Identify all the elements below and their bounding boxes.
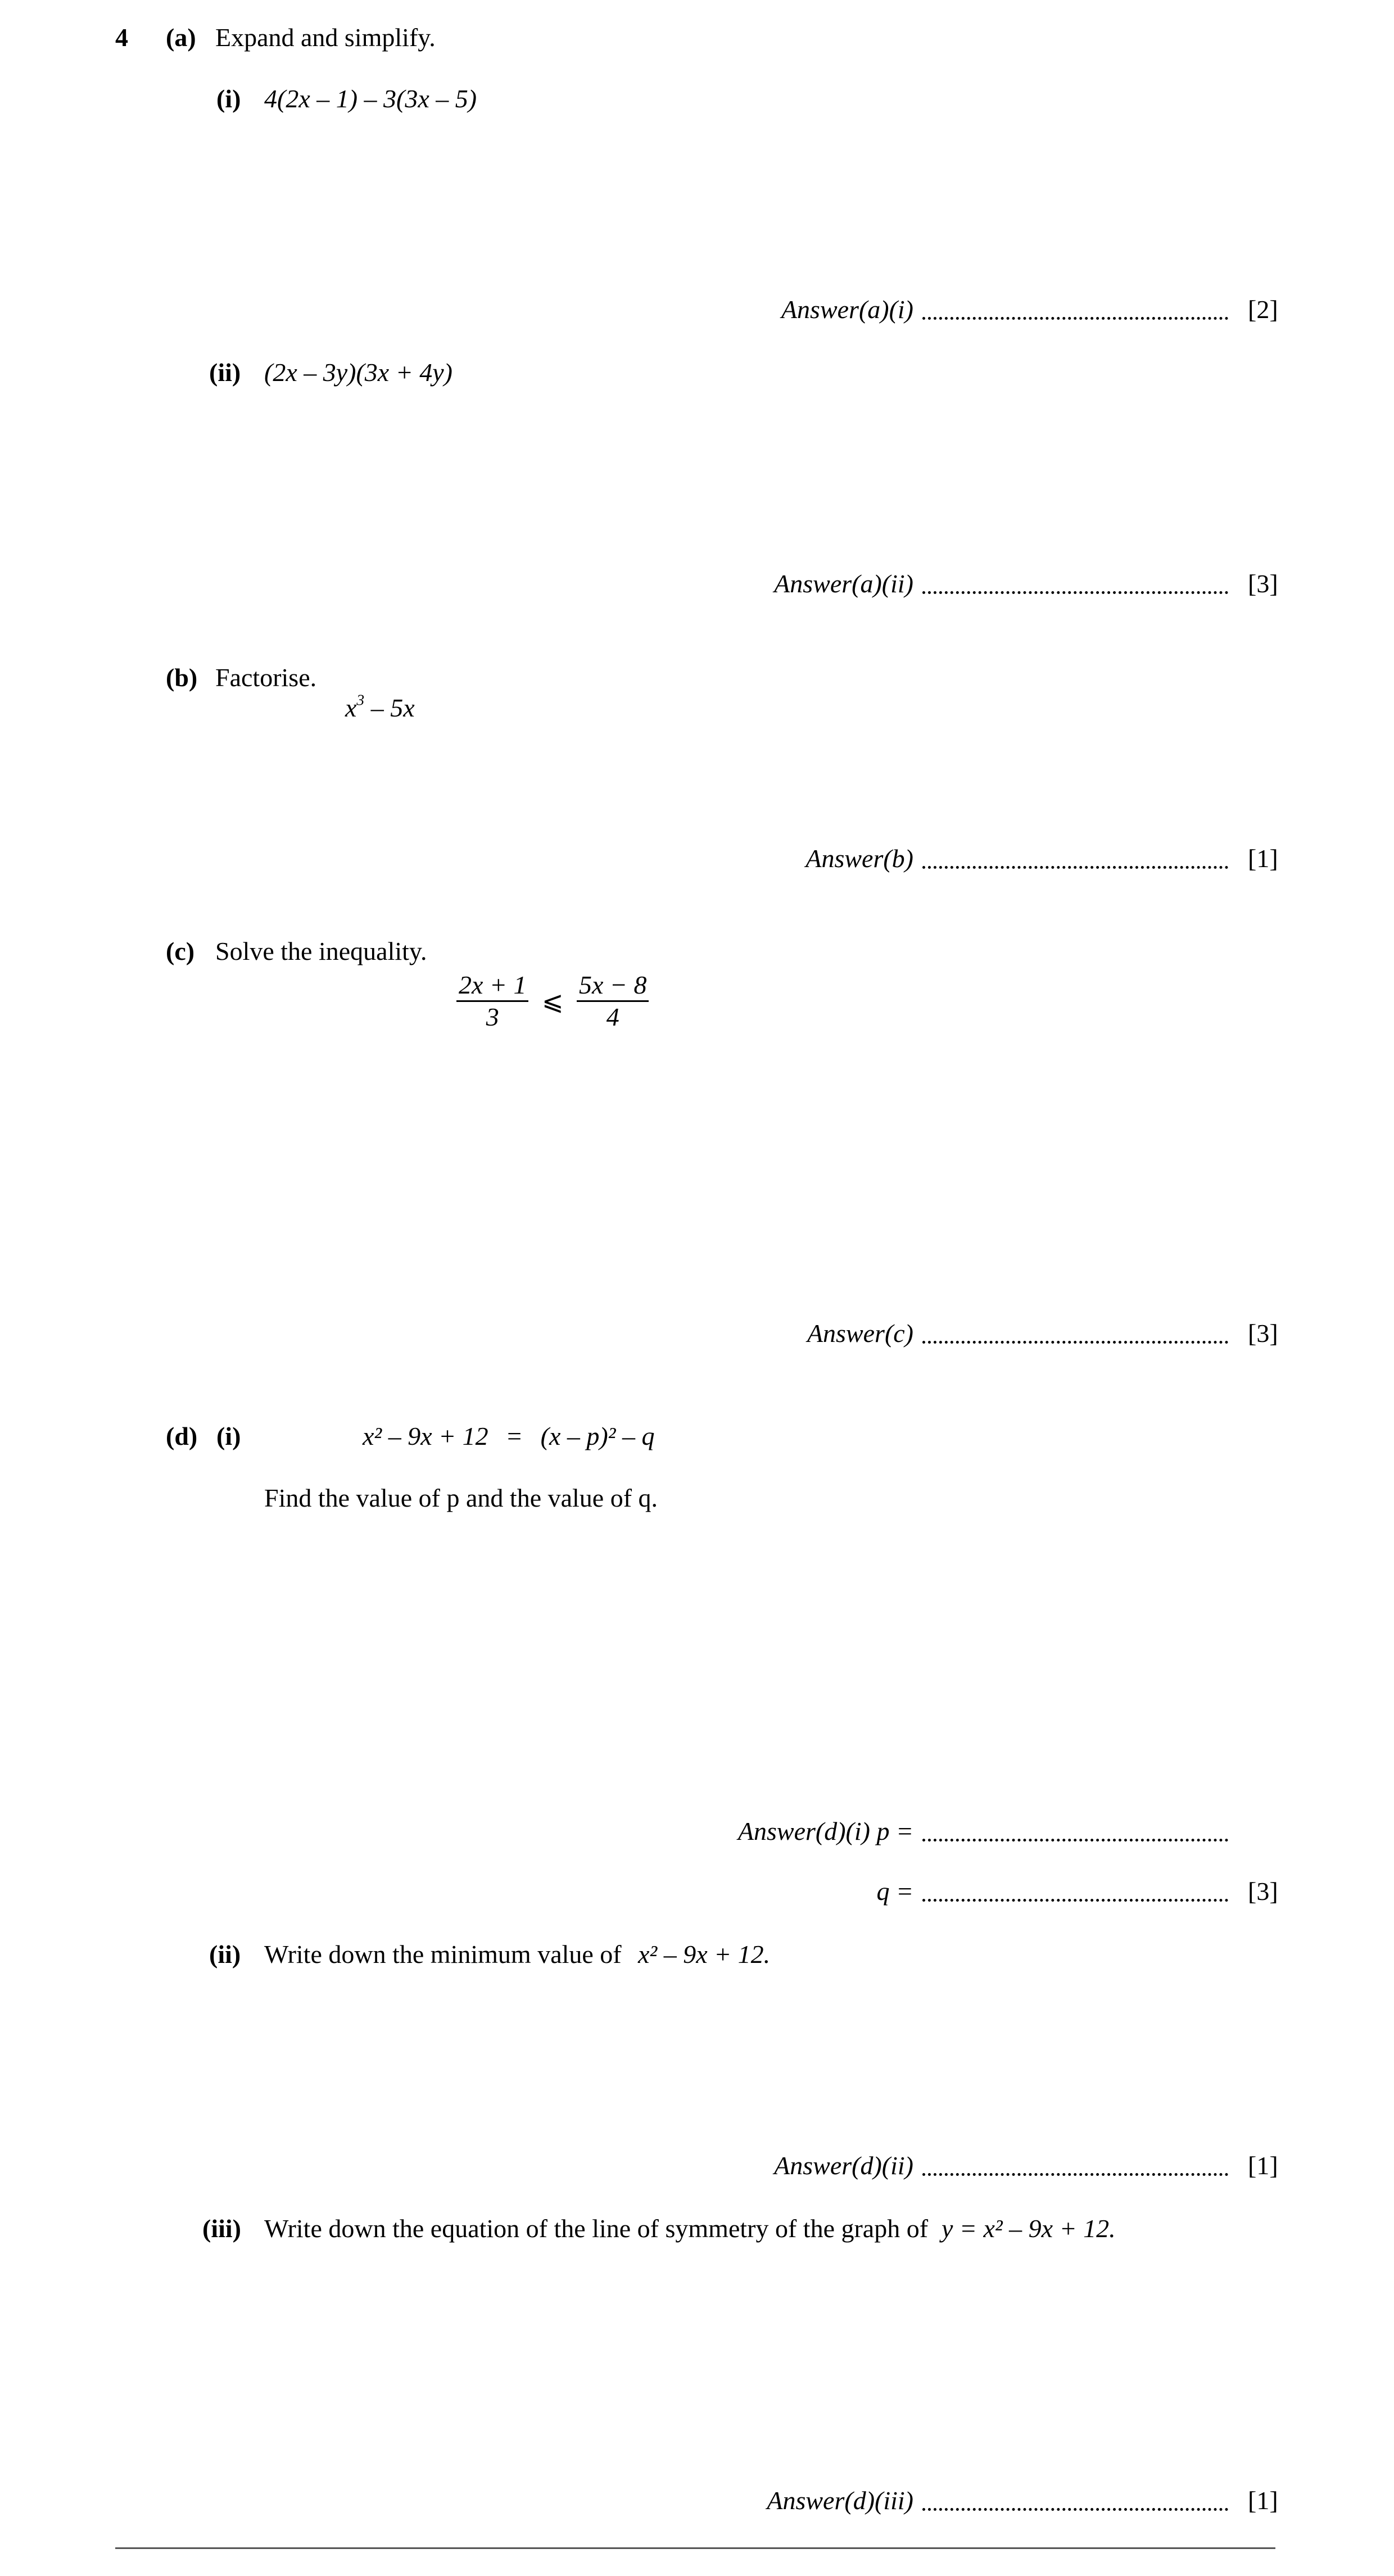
part-a-instruction: Expand and simplify. (215, 23, 436, 52)
answer-row-d-ii (0, 2153, 1394, 2187)
answer-row-d-i-q (0, 1879, 1394, 1912)
inequality-symbol: ⩽ (541, 986, 564, 1015)
part-b-base: x (345, 693, 357, 722)
answer-line-d-iii[interactable] (922, 2508, 1228, 2511)
question-number: 4 (115, 23, 128, 52)
part-b-expression (345, 691, 415, 722)
part-d-iii-instruction: Write down the equation of the line of symmetry of the graph of (264, 2214, 929, 2243)
equation-lhs: x² – 9x + 12 (363, 1422, 488, 1450)
part-c-label: (c) (166, 937, 195, 965)
answer-line-a-i[interactable] (922, 317, 1228, 320)
marks-a-i: [2] (1248, 295, 1278, 324)
rhs-denominator: 4 (606, 1003, 619, 1031)
answer-label-d-ii: Answer(d)(ii) (774, 2151, 913, 2180)
rhs-fraction (577, 972, 649, 1030)
answer-label-b: Answer(b) (805, 844, 913, 873)
part-d-iii-expression: y = x² – 9x + 12. (942, 2214, 1116, 2243)
page-bottom-rule (115, 2547, 1275, 2549)
part-d-i-label: (i) (216, 1422, 241, 1450)
marks-b: [1] (1248, 844, 1278, 873)
answer-label-a-i: Answer(a)(i) (781, 295, 913, 324)
answer-row-d-i-p (0, 1818, 1394, 1852)
answer-line-d-i-q[interactable] (922, 1899, 1228, 1902)
answer-label-a-ii: Answer(a)(ii) (774, 569, 913, 598)
answer-line-d-ii[interactable] (922, 2173, 1228, 2176)
part-a-i-expression: 4(2x – 1) – 3(3x – 5) (264, 84, 477, 113)
answer-label-d-i-p: Answer(d)(i) p = (737, 1817, 913, 1845)
answer-row-d-iii (0, 2488, 1394, 2521)
lhs-fraction (456, 972, 528, 1030)
part-d-ii-label: (ii) (209, 1940, 241, 1969)
marks-a-ii: [3] (1248, 569, 1278, 598)
part-d-i-instruction: Find the value of p and the value of q. (264, 1484, 658, 1512)
lhs-denominator: 3 (486, 1003, 499, 1031)
part-a-i-label: (i) (216, 84, 241, 113)
answer-row-a-i (0, 297, 1394, 330)
answer-label-d-i-q: q = (876, 1877, 913, 1906)
answer-line-c[interactable] (922, 1341, 1228, 1344)
part-b-exponent: 3 (356, 691, 365, 709)
part-c-inequality (456, 972, 649, 1030)
marks-d-i: [3] (1248, 1877, 1278, 1906)
answer-label-d-iii: Answer(d)(iii) (767, 2486, 913, 2515)
answer-row-b (0, 846, 1394, 879)
part-d-ii-expression: x² – 9x + 12. (638, 1940, 771, 1969)
part-b-instruction: Factorise. (215, 663, 317, 692)
rhs-numerator: 5x − 8 (577, 972, 649, 1002)
part-a-label: (a) (166, 23, 196, 52)
part-b-rest: – 5x (364, 693, 415, 722)
part-d-iii-label: (iii) (202, 2214, 241, 2243)
answer-line-d-i-p[interactable] (922, 1839, 1228, 1842)
answer-label-c: Answer(c) (807, 1319, 913, 1348)
equation-rhs: (x – p)² – q (540, 1422, 655, 1450)
part-b-label: (b) (166, 663, 198, 692)
answer-row-c (0, 1321, 1394, 1354)
part-c-instruction: Solve the inequality. (215, 937, 427, 965)
answer-line-a-ii[interactable] (922, 591, 1228, 594)
marks-d-iii: [1] (1248, 2486, 1278, 2515)
marks-d-ii: [1] (1248, 2151, 1278, 2180)
answer-line-b[interactable] (922, 866, 1228, 869)
part-d-ii-instruction: Write down the minimum value of (264, 1940, 622, 1969)
part-a-ii-expression: (2x – 3y)(3x + 4y) (264, 358, 452, 387)
part-d-label: (d) (166, 1422, 198, 1450)
equation-equals: = (507, 1422, 522, 1450)
marks-c: [3] (1248, 1319, 1278, 1348)
answer-row-a-ii (0, 571, 1394, 605)
part-d-i-equation (363, 1423, 654, 1449)
part-a-ii-label: (ii) (209, 358, 241, 387)
lhs-numerator: 2x + 1 (456, 972, 528, 1002)
